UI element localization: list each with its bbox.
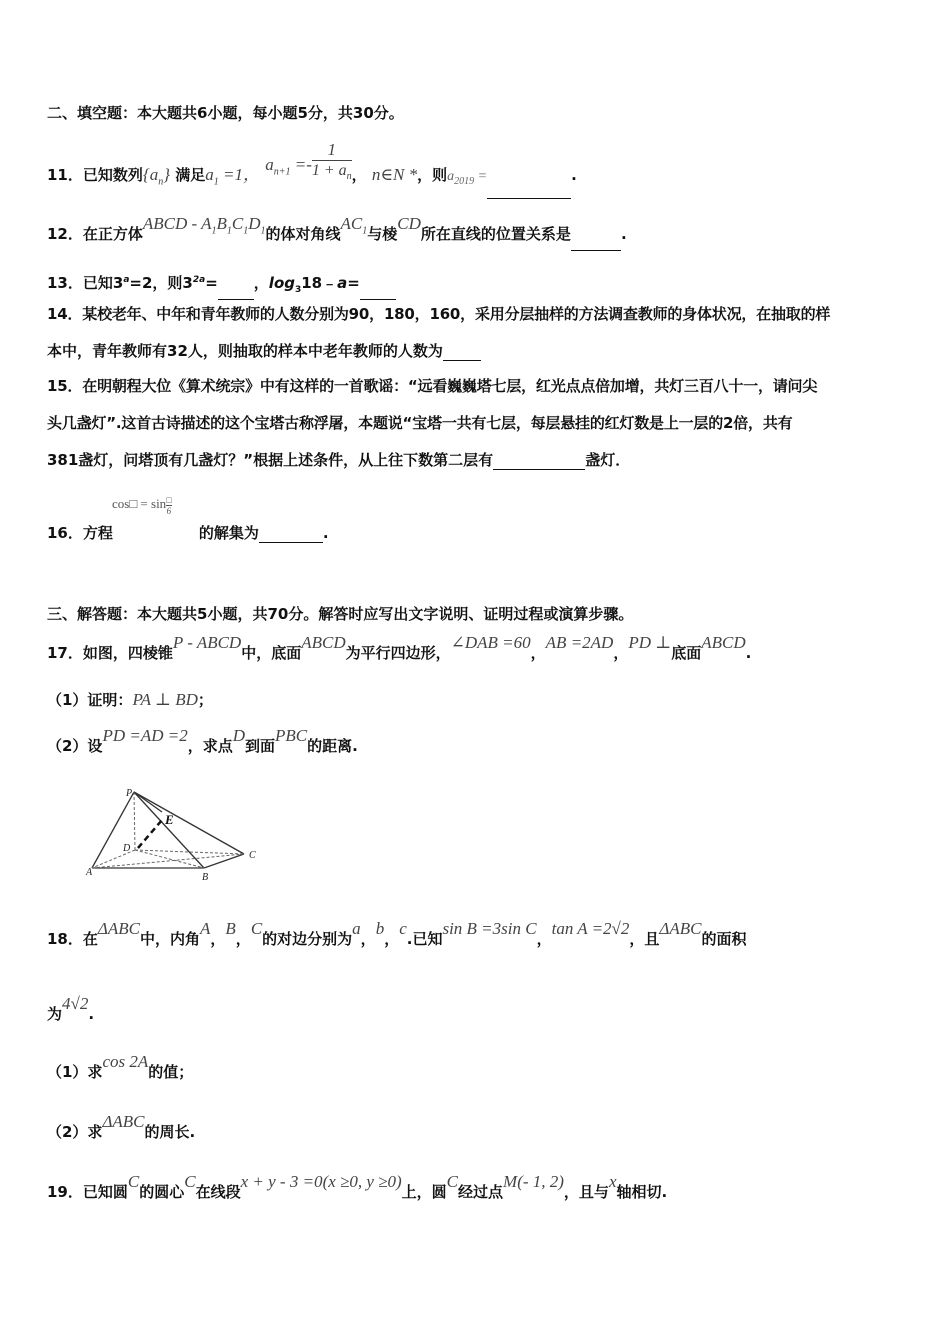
q11-fraction: $\frac{1}{1 + a_n}$	[311, 140, 352, 183]
q11-answer-blank[interactable]	[487, 182, 571, 199]
label-b: B	[202, 872, 209, 883]
section3-heading: 三、解答题：本大题共5小题，共70分。解答时应写出文字说明、证明过程或演算步骤。	[47, 605, 634, 623]
question-14-line1: 14．某校老年、中年和青年教师的人数分别为90，180，160，采用分层抽样的方法调查教师的身体状况，在抽取的样	[47, 305, 831, 323]
label-p: P	[126, 788, 133, 799]
q13-answer-blank-2[interactable]	[360, 283, 396, 300]
edge-pd	[134, 792, 135, 850]
q11-a2019: $a_{2019}$ =	[447, 169, 488, 187]
q13-log: $\log_3$	[268, 274, 302, 295]
q12-text4: 所在直线的位置关系是	[420, 225, 571, 243]
q17-pyramid: P - ABCD	[172, 633, 242, 652]
question-18-part1: （1）求cos 2A的值；	[47, 1052, 194, 1081]
q15-answer-blank[interactable]	[493, 453, 585, 470]
q12-number: 12．	[47, 225, 83, 243]
question-13: 13．已知$3^a=2$，则$3^{2a}=$ ，$\log_318﹣a=$	[47, 270, 396, 300]
q13-power2: $3^{2a}$	[182, 274, 206, 292]
edge-pe	[134, 792, 162, 812]
question-19: 19．已知圆C的圆心C在线段x + y - 3 =0(x ≥0, y ≥0)上，圆C经过点M(- 1, 2)，且与x轴相切.	[47, 1172, 668, 1201]
question-12: 12．在正方体ABCD - $A_1B_1C_1D_1$的体对角线$AC_1$与棱CD所在直线的位置关系是 .	[47, 224, 627, 251]
label-a: A	[86, 867, 93, 878]
question-15-line1: 15．在明朝程大位《算术统宗》中有这样的一首歌谣：“远看巍巍塔七层，红光点点倍加增，共灯三百八十一，请问尖	[47, 377, 818, 395]
edge-pb	[134, 792, 204, 868]
label-e: E	[165, 812, 174, 827]
q11-nset: n∈N *	[371, 165, 418, 185]
question-18-line2: 为4√2.	[47, 994, 95, 1023]
question-14-line2: 本中，青年教师有32人，则抽取的样本中老年教师的人数为	[47, 341, 481, 361]
q18-sine-relation: sin B =3sin C	[442, 919, 537, 938]
q13-answer-blank-1[interactable]	[218, 283, 254, 300]
q11-comma: ，	[351, 166, 367, 185]
q17-ab: AB =2AD	[545, 633, 614, 652]
q16-equation: cos□ = sin □ 6	[112, 494, 172, 516]
q18-area: 4√2	[62, 994, 89, 1013]
question-17-part2: （2）设PD =AD =2，求点D到面PBC的距离.	[47, 726, 358, 755]
question-11: 11．已知数列$\{a_n\}$ 满足$a_1 =1$， $a_{n+1}$ =- $\frac{1}{1 + a_n}$ ， n∈N *，则$a_{2019}$ = .	[47, 152, 577, 199]
q13-power1: 3$^a$	[112, 274, 130, 292]
question-17: 17．如图，四棱锥P - ABCD中，底面ABCD为平行四边形，∠DAB =60，AB =2AD，PD ⊥底面ABCD.	[47, 633, 752, 662]
q11-text3: ，则	[417, 166, 448, 185]
question-15-line3: 381盏灯，问塔顶有几盏灯？”根据上述条件，从上往下数第二层有 盏灯．	[47, 451, 631, 469]
q12-ac1: $AC_1$	[340, 214, 368, 237]
q12-text2: 的体对角线	[265, 225, 341, 243]
question-17-part1: （1）证明：PA ⊥ BD；	[47, 690, 213, 709]
q11-number: 11．	[47, 166, 83, 185]
q16-answer-blank[interactable]	[259, 526, 323, 543]
edge-ac	[92, 854, 244, 868]
q18-tangent: tan A =2√2	[551, 919, 630, 938]
edge-pc	[134, 792, 244, 854]
question-18: 18．在ΔABC中，内角A，B，C的对边分别为a，b，c.已知sin B =3sin C，tan A =2√2，且ΔABC的面积	[47, 919, 747, 948]
q12-cd: CD	[397, 214, 421, 233]
edge-de	[138, 820, 162, 848]
q14-answer-blank[interactable]	[443, 344, 481, 361]
q11-text2: 满足	[175, 166, 206, 185]
q19-point-m: (- 1, 2)	[517, 1172, 564, 1191]
label-d: D	[123, 843, 131, 854]
q12-answer-blank[interactable]	[571, 234, 621, 251]
question-16: 16．方程 的解集为 .	[47, 524, 329, 542]
q11-text1: 已知数列	[82, 166, 143, 185]
question-15-line2: 头几盏灯”.这首古诗描述的这个宝塔古称浮屠，本题说“宝塔一共有七层，每层悬挂的红灯数是上一层的2倍，共有	[47, 414, 793, 432]
q19-condition: (x ≥0, y ≥0)	[322, 1172, 402, 1191]
question-18-part2: （2）求ΔABC的周长.	[47, 1112, 196, 1141]
q17-angle: ∠DAB =60	[450, 633, 531, 652]
q17-pa-perp-bd: PA ⊥ BD	[132, 690, 198, 709]
q17-pd-perp: PD ⊥	[628, 633, 672, 652]
q13-number: 13．	[47, 274, 83, 292]
q12-text1: 在正方体	[82, 225, 143, 243]
pyramid-figure	[80, 784, 270, 884]
q11-sequence: $\{a_n\}$	[142, 165, 171, 188]
q11-recurrence: $a_{n+1}$ =-	[265, 155, 312, 178]
section2-heading: 二、填空题：本大题共6小题，每小题5分，共30分。	[47, 104, 404, 122]
q12-cube: ABCD - $A_1B_1C_1D_1$	[142, 214, 266, 237]
edge-pa	[92, 792, 134, 868]
q19-line-equation: x + y - 3 =0	[240, 1172, 323, 1191]
label-c: C	[249, 850, 256, 861]
q11-a1: $a_1 =1$，	[205, 165, 260, 188]
q12-text3: 与棱	[367, 225, 398, 243]
